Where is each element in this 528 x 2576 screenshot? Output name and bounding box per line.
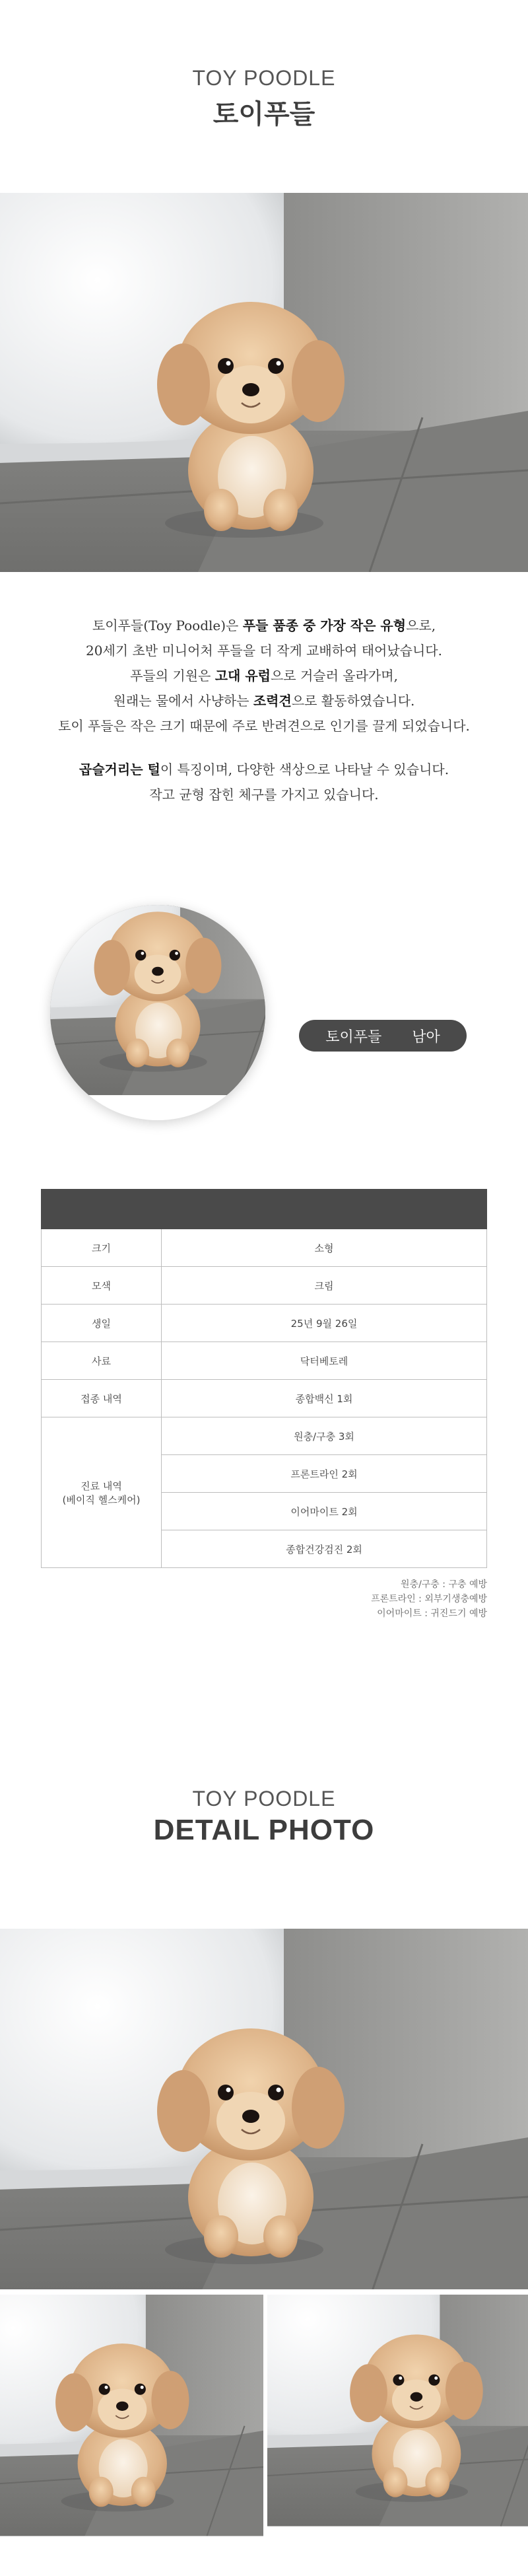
row-value: 종합백신 1회 <box>162 1380 487 1417</box>
intro-text-run: 20세기 초반 미니어처 푸들을 더 작게 교배하여 태어났습니다. <box>86 643 442 659</box>
footnote: 이어마이트 : 귀진드기 예방 <box>377 1608 487 1619</box>
care-item: 이어마이트 2회 <box>162 1493 487 1530</box>
intro-paragraph-1 <box>0 613 528 738</box>
intro-text-run: 이 특징이며, 다양한 색상으로 나타날 수 있습니다. <box>160 762 449 777</box>
row-label: 접종 내역 <box>42 1380 162 1417</box>
intro-text-run: 토이푸들(Toy Poodle)은 <box>92 618 243 633</box>
table-row <box>42 1305 487 1342</box>
header-title: 토이푸들 <box>213 99 315 129</box>
intro-paragraph-2 <box>0 757 528 807</box>
row-label: 모색 <box>42 1267 162 1305</box>
top-header <box>0 66 528 131</box>
care-label-main: 진료 내역 <box>81 1480 122 1492</box>
intro-emphasis: 곱슬거리는 털 <box>79 762 160 777</box>
poodle-photo-icon <box>0 193 528 572</box>
care-item: 프론트라인 2회 <box>162 1455 487 1493</box>
row-label: 생일 <box>42 1305 162 1342</box>
poodle-photo-icon <box>267 2295 528 2576</box>
table-row <box>42 1380 487 1417</box>
hero-photo <box>0 193 528 572</box>
intro-text-run: 토이 푸들은 작은 크기 때문에 주로 반려견으로 인기를 끌게 되었습니다. <box>58 718 470 734</box>
intro-emphasis: 조력견 <box>253 693 292 709</box>
footnotes <box>371 1577 487 1621</box>
row-label: 사료 <box>42 1342 162 1380</box>
gender-label: 남아 <box>412 1028 440 1046</box>
poodle-photo-icon <box>50 905 265 1120</box>
breed-gender-pill <box>299 1020 467 1052</box>
intro-text-run: 으로, <box>406 618 436 633</box>
care-item: 원충/구충 3회 <box>162 1417 487 1455</box>
care-item: 종합건강검진 2회 <box>162 1530 487 1568</box>
table-header-row <box>42 1190 487 1229</box>
footnote: 프론트라인 : 외부기생충예방 <box>371 1594 487 1604</box>
breed-label: 토이푸들 <box>325 1028 382 1046</box>
detail-photo-left <box>0 2295 263 2576</box>
header-subtitle: TOY POODLE <box>192 66 336 90</box>
poodle-photo-icon <box>0 2295 263 2576</box>
intro-emphasis: 고대 유럽 <box>214 668 271 684</box>
care-label <box>42 1417 162 1568</box>
table-row <box>42 1342 487 1380</box>
table-row <box>42 1417 487 1455</box>
info-table <box>41 1189 487 1568</box>
poodle-photo-icon <box>0 1929 528 2289</box>
detail-subtitle: TOY POODLE <box>192 1787 336 1810</box>
detail-photo-right <box>267 2295 528 2576</box>
row-label: 크기 <box>42 1229 162 1267</box>
table-row <box>42 1267 487 1305</box>
intro-text-run: 으로 거슬러 올라가며, <box>270 668 398 684</box>
table-row <box>42 1229 487 1267</box>
footnote: 원충/구충 : 구충 예방 <box>401 1579 487 1590</box>
intro-text <box>0 613 528 807</box>
detail-photo-large <box>0 1929 528 2289</box>
row-value: 소형 <box>162 1229 487 1267</box>
intro-text-run: 작고 균형 잡힌 체구를 가지고 있습니다. <box>149 787 379 803</box>
detail-title: DETAIL PHOTO <box>153 1814 375 1846</box>
care-label-sub: (베이직 헬스케어) <box>62 1493 141 1506</box>
intro-text-run: 푸들의 기원은 <box>130 668 215 684</box>
row-value: 크림 <box>162 1267 487 1305</box>
detail-header <box>0 1787 528 1847</box>
intro-emphasis: 푸들 품종 중 가장 작은 유형 <box>242 618 407 633</box>
intro-text-run: 으로 활동하였습니다. <box>291 693 415 709</box>
row-value: 닥터베토레 <box>162 1342 487 1380</box>
profile-photo <box>50 905 265 1120</box>
intro-text-run: 원래는 물에서 사냥하는 <box>113 693 253 709</box>
row-value: 25년 9월 26일 <box>162 1305 487 1342</box>
